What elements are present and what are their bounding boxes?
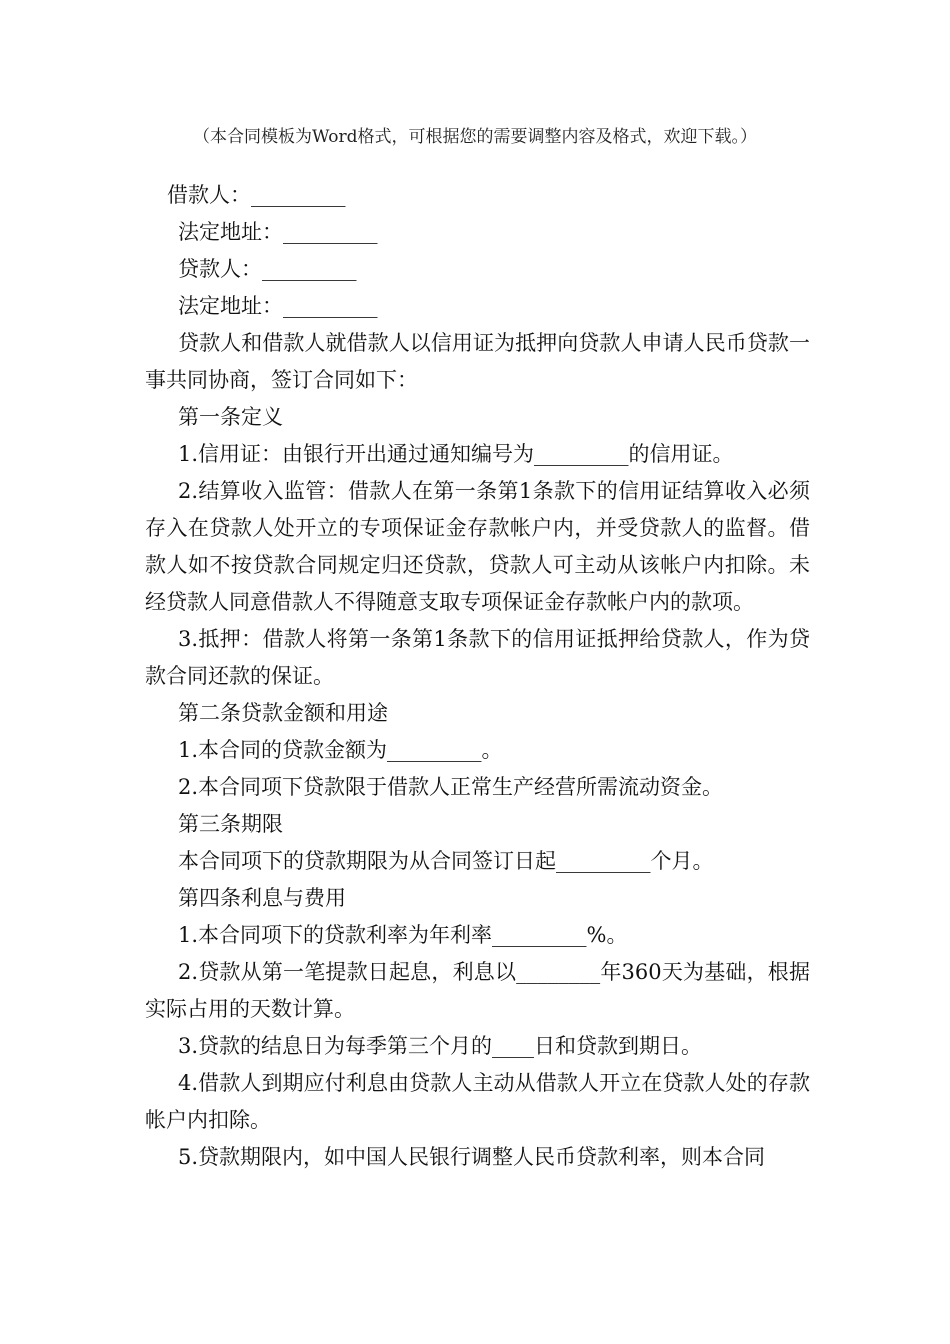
article-3-heading: 第三条期限 [178, 812, 283, 836]
lender-address-line: 法定地址：_________ [178, 294, 378, 318]
lender-line: 贷款人：_________ [178, 257, 357, 281]
article-1-heading: 第一条定义 [178, 405, 283, 429]
article-3-clause: 本合同项下的贷款期限为从合同签订日起_________个月。 [178, 849, 714, 873]
article-1-clause-2: 2.结算收入监管：借款人在第一条第1条款下的信用证结算收入必须存入在贷款人处开立的专项保证金存款帐户内，并受贷款人的监督。借款人如不按贷款合同规定归还贷款，贷款人可主动从该帐户内扣除。未经贷款人同意借款人不得随意支取专项保证金存款帐户内的款项。 [145, 479, 810, 614]
article-4-clause-3: 3.贷款的结息日为每季第三个月的____日和贷款到期日。 [178, 1034, 703, 1058]
article-4-clause-4: 4.借款人到期应付利息由贷款人主动从借款人开立在贷款人处的存款帐户内扣除。 [145, 1071, 810, 1132]
contract-body [145, 177, 810, 1176]
article-1-clause-1: 1.信用证：由银行开出通过通知编号为_________的信用证。 [178, 442, 734, 466]
article-4-clause-5: 5.贷款期限内，如中国人民银行调整人民币贷款利率，则本合同 [178, 1145, 766, 1169]
template-note: （本合同模板为Word格式，可根据您的需要调整内容及格式，欢迎下载。） [192, 127, 758, 147]
preamble-paragraph: 贷款人和借款人就借款人以信用证为抵押向贷款人申请人民币贷款一事共同协商，签订合同如下： [145, 331, 810, 392]
borrower-line: 借款人：_________ [167, 183, 346, 207]
article-4-heading: 第四条利息与费用 [178, 886, 346, 910]
borrower-address-line: 法定地址：_________ [178, 220, 378, 244]
article-2-clause-2: 2.本合同项下贷款限于借款人正常生产经营所需流动资金。 [178, 775, 724, 799]
article-2-clause-1: 1.本合同的贷款金额为_________。 [178, 738, 503, 762]
article-1-clause-3: 3.抵押：借款人将第一条第1条款下的信用证抵押给贷款人，作为贷款合同还款的保证。 [145, 627, 810, 688]
article-4-clause-1: 1.本合同项下的贷款利率为年利率_________%。 [178, 923, 628, 947]
article-4-clause-2: 2.贷款从第一笔提款日起息，利息以________年360天为基础，根据实际占用的天数计算。 [145, 960, 810, 1021]
article-2-heading: 第二条贷款金额和用途 [178, 701, 388, 725]
